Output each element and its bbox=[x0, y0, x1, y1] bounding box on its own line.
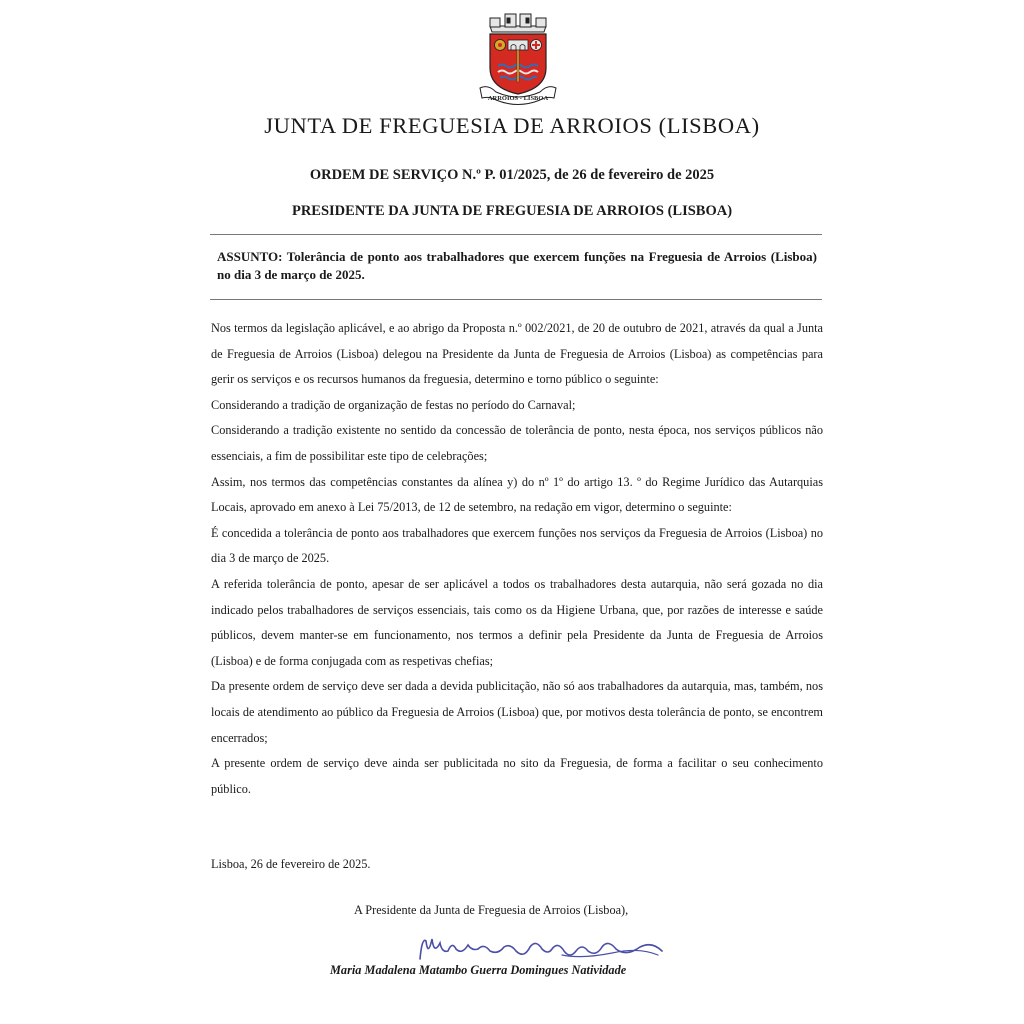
aqueduct-icon bbox=[508, 40, 528, 50]
date-line: Lisboa, 26 de fevereiro de 2025. bbox=[211, 857, 371, 871]
banner-text: ARROIOS - LISBOA bbox=[487, 95, 549, 102]
signer-name: Maria Madalena Matambo Guerra Domingues Natividade bbox=[330, 963, 627, 977]
staff-icon bbox=[517, 50, 519, 82]
president-heading: PRESIDENTE DA JUNTA DE FREGUESIA DE ARROIOS (LISBOA) bbox=[291, 203, 733, 219]
mural-crown-icon bbox=[490, 14, 546, 32]
body-paragraph: A presente ordem de serviço deve ainda ser publicitada no sito da Freguesia, de forma a facilitar o seu conhecimento público. bbox=[211, 756, 823, 796]
body-paragraph: Considerando a tradição de organização de festas no período do Carnaval; bbox=[211, 397, 576, 412]
cross-badge-icon bbox=[531, 40, 542, 51]
document-body bbox=[211, 316, 823, 802]
divider-bottom bbox=[210, 299, 822, 300]
service-order-line: ORDEM DE SERVIÇO N.º P. 01/2025, de 26 de fevereiro de 2025 bbox=[309, 167, 715, 183]
divider-top bbox=[210, 234, 822, 235]
cogwheel-icon bbox=[495, 40, 506, 51]
page-title: JUNTA DE FREGUESIA DE ARROIOS (LISBOA) bbox=[264, 113, 760, 138]
subject-block: ASSUNTO: Tolerância de ponto aos trabalhadores que exercem funções na Freguesia de Arroios (Lisboa) no dia 3 de março de 2025. bbox=[217, 249, 817, 282]
body-paragraph: Assim, nos termos das competências constantes da alínea y) do nº 1º do artigo 13. º do Regime Jurídico das Autarquias Locais, aprovado em anexo à Lei 75/2013, de 12 de setembro, na redação em vigor, determino o seguinte: bbox=[211, 474, 823, 515]
body-paragraph: Considerando a tradição existente no sentido da concessão de tolerância de ponto, nesta época, nos serviços públicos não essenciais, a fim de possibilitar este tipo de celebrações; bbox=[211, 423, 823, 463]
signoff-line: A Presidente da Junta de Freguesia de Arroios (Lisboa), bbox=[354, 903, 629, 917]
coat-of-arms-crest bbox=[466, 10, 570, 108]
body-paragraph: Da presente ordem de serviço deve ser dada a devida publicitação, não só aos trabalhadores da autarquia, mas, também, nos locais de atendimento ao público da Freguesia de Arroios (Lisboa) que, por motivos desta tolerância de ponto, se encontrem encerrados; bbox=[211, 679, 823, 745]
body-paragraph: É concedida a tolerância de ponto aos trabalhadores que exercem funções nos serviços da Freguesia de Arroios (Lisboa) no dia 3 de março de 2025. bbox=[211, 525, 823, 566]
body-paragraph: A referida tolerância de ponto, apesar de ser aplicável a todos os trabalhadores desta autarquia, não será gozada no dia indicado pelos trabalhadores de serviços essenciais, tais como os da Higiene Urbana, que, por razões de interesse e saúde públicos, devem manter-se em funcionamento, nos termos a definir pela Presidente da Junta de Freguesia de Arroios (Lisboa) e de forma conjugada com as respetivas chefias; bbox=[211, 576, 823, 668]
body-paragraph: Nos termos da legislação aplicável, e ao abrigo da Proposta n.º 002/2021, de 20 de outubro de 2021, através da qual a Junta de Freguesia de Arroios (Lisboa) delegou na Presidente da Junta de Freguesia de Arroios (Lisboa) as competências para gerir os serviços e os recursos humanos da freguesia, determino e torno público o seguinte: bbox=[211, 321, 823, 387]
